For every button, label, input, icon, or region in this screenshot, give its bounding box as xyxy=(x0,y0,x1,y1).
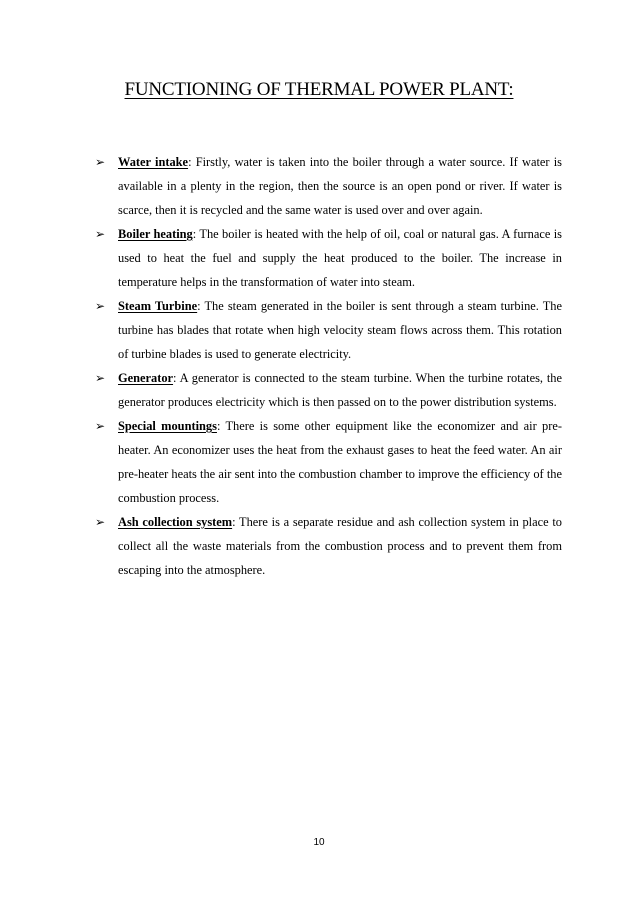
list-item-boiler-heating xyxy=(95,222,562,294)
item-term: Ash collection system xyxy=(118,515,233,529)
item-description: : The steam generated in the boiler is sent through a steam turbine. The turbine has blades that rotate when high velocity steam flows across them. This rotation of turbine blades is used to generate electricity. xyxy=(118,299,562,361)
item-description: : Firstly, water is taken into the boiler through a water source. If water is available in a plenty in the region, then the source is an open pond or river. If water is scarce, then it is recycled and the same water is used over and over again. xyxy=(118,155,562,217)
item-description: : A generator is connected to the steam turbine. When the turbine rotates, the generator produces electricity which is then passed on to the power distribution systems. xyxy=(118,371,562,409)
page-title: FUNCTIONING OF THERMAL POWER PLANT: xyxy=(124,79,514,100)
item-description: : The boiler is heated with the help of oil, coal or natural gas. A furnace is used to heat the fuel and supply the heat produced to the boiler. The increase in temperature helps in the transformation of water into steam. xyxy=(118,227,562,289)
item-term: Boiler heating xyxy=(118,227,193,241)
arrowhead-bullet-icon: ➢ xyxy=(95,515,106,529)
item-description: : There is a separate residue and ash collection system in place to collect all the waste materials from the combustion process and to prevent them from escaping into the atmosphere. xyxy=(118,515,562,577)
item-term: Special mountings xyxy=(118,419,217,433)
item-term: Water intake xyxy=(118,155,189,169)
page-number: 10 xyxy=(313,837,325,848)
item-term: Steam Turbine xyxy=(118,299,198,313)
list-item-steam-turbine xyxy=(95,294,562,366)
arrowhead-bullet-icon: ➢ xyxy=(95,371,106,385)
functioning-list xyxy=(95,150,562,582)
arrowhead-bullet-icon: ➢ xyxy=(95,419,106,433)
list-item-ash-collection-system xyxy=(95,510,562,582)
list-item-special-mountings xyxy=(95,414,562,510)
arrowhead-bullet-icon: ➢ xyxy=(95,155,106,169)
item-term: Generator xyxy=(118,371,174,385)
item-description: : There is some other equipment like the economizer and air pre-heater. An economizer uses the heat from the exhaust gases to heat the feed water. An air pre-heater heats the air sent into the combustion chamber to improve the efficiency of the combustion process. xyxy=(118,419,562,505)
arrowhead-bullet-icon: ➢ xyxy=(95,299,106,313)
list-item-generator xyxy=(95,366,562,414)
list-item-water-intake xyxy=(95,150,562,222)
arrowhead-bullet-icon: ➢ xyxy=(95,227,106,241)
